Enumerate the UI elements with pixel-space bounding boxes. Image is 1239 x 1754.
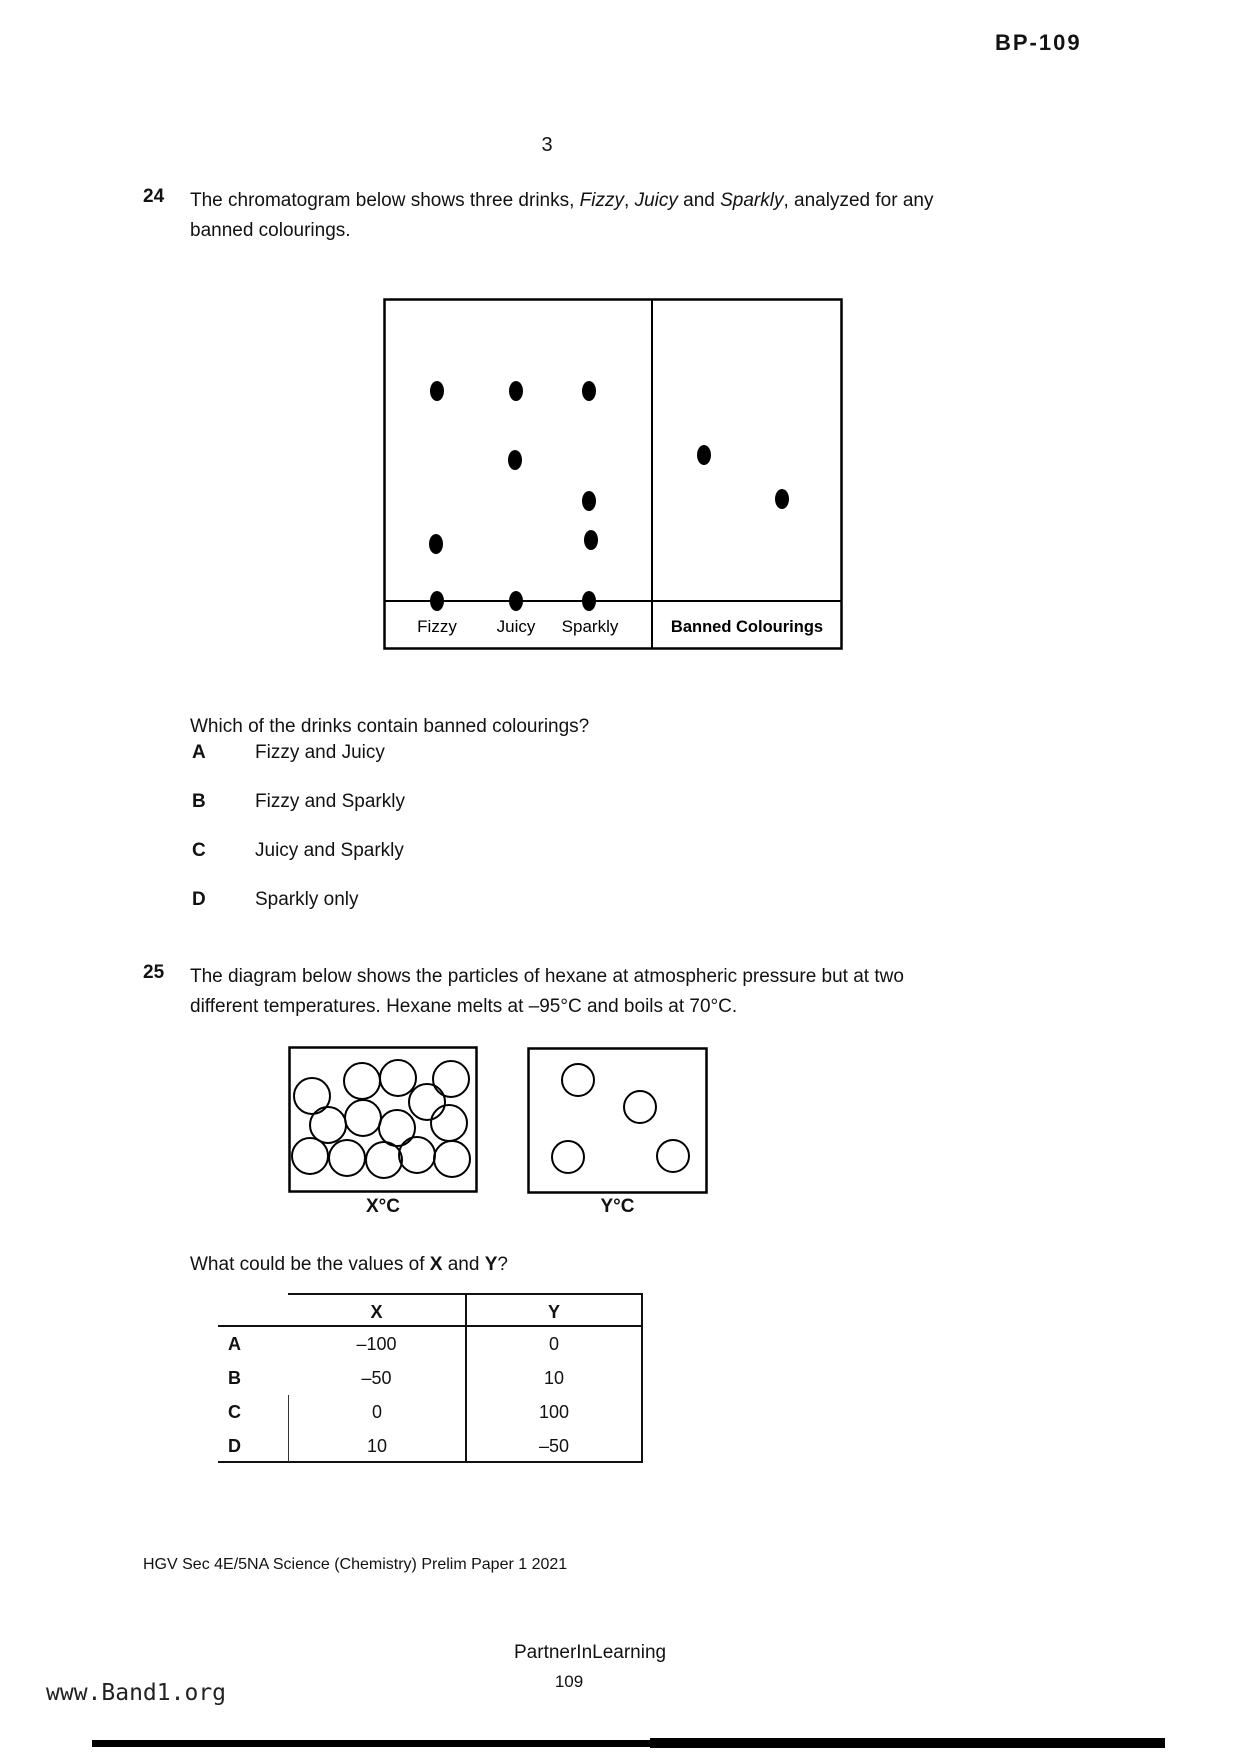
hexane-gas-particles xyxy=(552,1064,689,1173)
table-cell-value: 10 xyxy=(288,1429,465,1463)
chromatogram-label-sparkly: Sparkly xyxy=(561,617,619,636)
particle-circle xyxy=(552,1141,584,1173)
q24-option-c-text: Juicy and Sparkly xyxy=(255,840,404,861)
q25-question-and: and xyxy=(442,1254,485,1275)
footer-website: www.Band1.org xyxy=(46,1680,227,1706)
q24-stem xyxy=(190,186,1035,246)
chromatogram-spot xyxy=(582,381,596,401)
particle-circle xyxy=(344,1063,380,1099)
table-row-letter: C xyxy=(228,1402,241,1422)
chromatogram-outer-box xyxy=(385,300,842,649)
hexane-liquid-particles xyxy=(292,1060,470,1178)
q25-question-mark: ? xyxy=(497,1254,508,1275)
hexane-liquid-box xyxy=(288,1046,478,1198)
q25-number: 25 xyxy=(143,962,165,983)
table-row-letter: B xyxy=(228,1368,241,1388)
particle-circle xyxy=(345,1100,381,1136)
q24-stem-tail: , analyzed for any xyxy=(783,190,934,211)
hexane-gas-box xyxy=(527,1047,708,1199)
particle-circle xyxy=(366,1142,402,1178)
chromatogram-spot xyxy=(509,591,523,611)
page-number: 3 xyxy=(541,134,553,156)
scan-artifact-bar xyxy=(92,1740,662,1747)
q25-stem-line1: The diagram below shows the particles of hexane at atmospheric pressure but at two xyxy=(190,966,904,987)
particle-circle xyxy=(409,1084,445,1120)
chromatogram-spot xyxy=(582,491,596,511)
particle-circle xyxy=(329,1140,365,1176)
q25-stem-line2: different temperatures. Hexane melts at –95°C and boils at 70°C. xyxy=(190,996,738,1017)
q24-option-b xyxy=(192,791,405,840)
chromatogram-label-fizzy: Fizzy xyxy=(417,617,457,636)
chromatogram-spot xyxy=(430,591,444,611)
particle-circle xyxy=(310,1107,346,1143)
q24-stem-sep2: and xyxy=(677,190,721,211)
q25-question-text: What could be the values of xyxy=(190,1254,430,1275)
table-header-blank xyxy=(218,1293,288,1327)
q24-stem-sep1: , xyxy=(624,190,635,211)
chromatogram-spot xyxy=(775,489,789,509)
q24-option-a-letter: A xyxy=(192,742,206,763)
q24-question: Which of the drinks contain banned colourings? xyxy=(190,716,590,737)
table-cell-value: 10 xyxy=(465,1361,643,1395)
chromatogram-spot xyxy=(697,445,711,465)
q25-question-x: X xyxy=(429,1254,443,1275)
chromatogram-spot xyxy=(508,450,522,470)
particle-circle xyxy=(380,1060,416,1096)
q24-drink-fizzy: Fizzy xyxy=(579,190,624,211)
particle-circle xyxy=(562,1064,594,1096)
q25-question xyxy=(190,1254,508,1276)
particle-circle xyxy=(434,1141,470,1177)
table-row-letter: D xyxy=(218,1429,288,1463)
footer-partner-text: PartnerInLearning xyxy=(514,1642,667,1663)
hexane-liquid-svg xyxy=(288,1046,478,1193)
q24-option-c xyxy=(192,840,405,889)
chromatogram-label-banned: Banned Colourings xyxy=(670,618,824,636)
q24-stem-text: The chromatogram below shows three drinks, xyxy=(190,190,580,211)
chromatogram-svg xyxy=(383,298,843,650)
q24-number: 24 xyxy=(143,186,165,207)
particle-circle xyxy=(294,1078,330,1114)
q24-drink-juicy: Juicy xyxy=(634,190,678,211)
table-cell-value: 0 xyxy=(288,1395,465,1429)
table-cell-value: 100 xyxy=(465,1395,643,1429)
particle-circle xyxy=(431,1105,467,1141)
q24-option-a xyxy=(192,742,405,791)
q24-option-c-letter: C xyxy=(192,840,206,861)
particle-circle xyxy=(379,1110,415,1146)
table-cell-value: –50 xyxy=(465,1429,643,1463)
chromatogram-spot xyxy=(582,591,596,611)
doc-reference: BP-109 xyxy=(995,30,1082,55)
q25-question-y: Y xyxy=(484,1254,498,1275)
chromatogram-spot xyxy=(584,530,598,550)
q24-options xyxy=(192,742,405,938)
table-row-letter: A xyxy=(228,1334,241,1354)
hexane-left-temp-label: X°C xyxy=(366,1196,400,1217)
hexane-right-temp-label: Y°C xyxy=(600,1196,635,1217)
hexane-gas-svg xyxy=(527,1047,708,1194)
table-cell-value: –50 xyxy=(361,1368,392,1388)
table-cell-value: –100 xyxy=(356,1334,397,1354)
q24-stem-line2: banned colourings. xyxy=(190,220,351,241)
scan-artifact-bar xyxy=(650,1738,1165,1748)
particle-circle xyxy=(292,1138,328,1174)
q25-stem xyxy=(190,962,1050,1022)
chromatogram-spot xyxy=(509,381,523,401)
table-header-x: X xyxy=(288,1293,465,1327)
particle-circle xyxy=(624,1091,656,1123)
q24-option-d-text: Sparkly only xyxy=(255,889,359,910)
footer-paper-title: HGV Sec 4E/5NA Science (Chemistry) Prelim Paper 1 2021 xyxy=(143,1556,568,1573)
chromatogram-spot xyxy=(430,381,444,401)
q24-option-a-text: Fizzy and Juicy xyxy=(255,742,385,763)
q24-option-b-text: Fizzy and Sparkly xyxy=(255,791,405,812)
q24-option-d-letter: D xyxy=(192,889,206,910)
table-cell-value: 0 xyxy=(465,1327,643,1361)
particle-circle xyxy=(399,1137,435,1173)
chromatogram-spot xyxy=(429,534,443,554)
chromatogram-spots xyxy=(429,381,789,611)
q24-option-d xyxy=(192,889,405,938)
footer-page-number: 109 xyxy=(554,1672,584,1691)
chromatogram-label-juicy: Juicy xyxy=(496,617,536,636)
q24-drink-sparkly: Sparkly xyxy=(720,190,784,211)
particle-circle xyxy=(657,1140,689,1172)
xy-answer-table xyxy=(218,1293,643,1463)
q24-option-b-letter: B xyxy=(192,791,206,812)
table-header-y: Y xyxy=(465,1293,643,1327)
particle-circle xyxy=(433,1061,469,1097)
chromatogram-figure xyxy=(383,298,843,655)
